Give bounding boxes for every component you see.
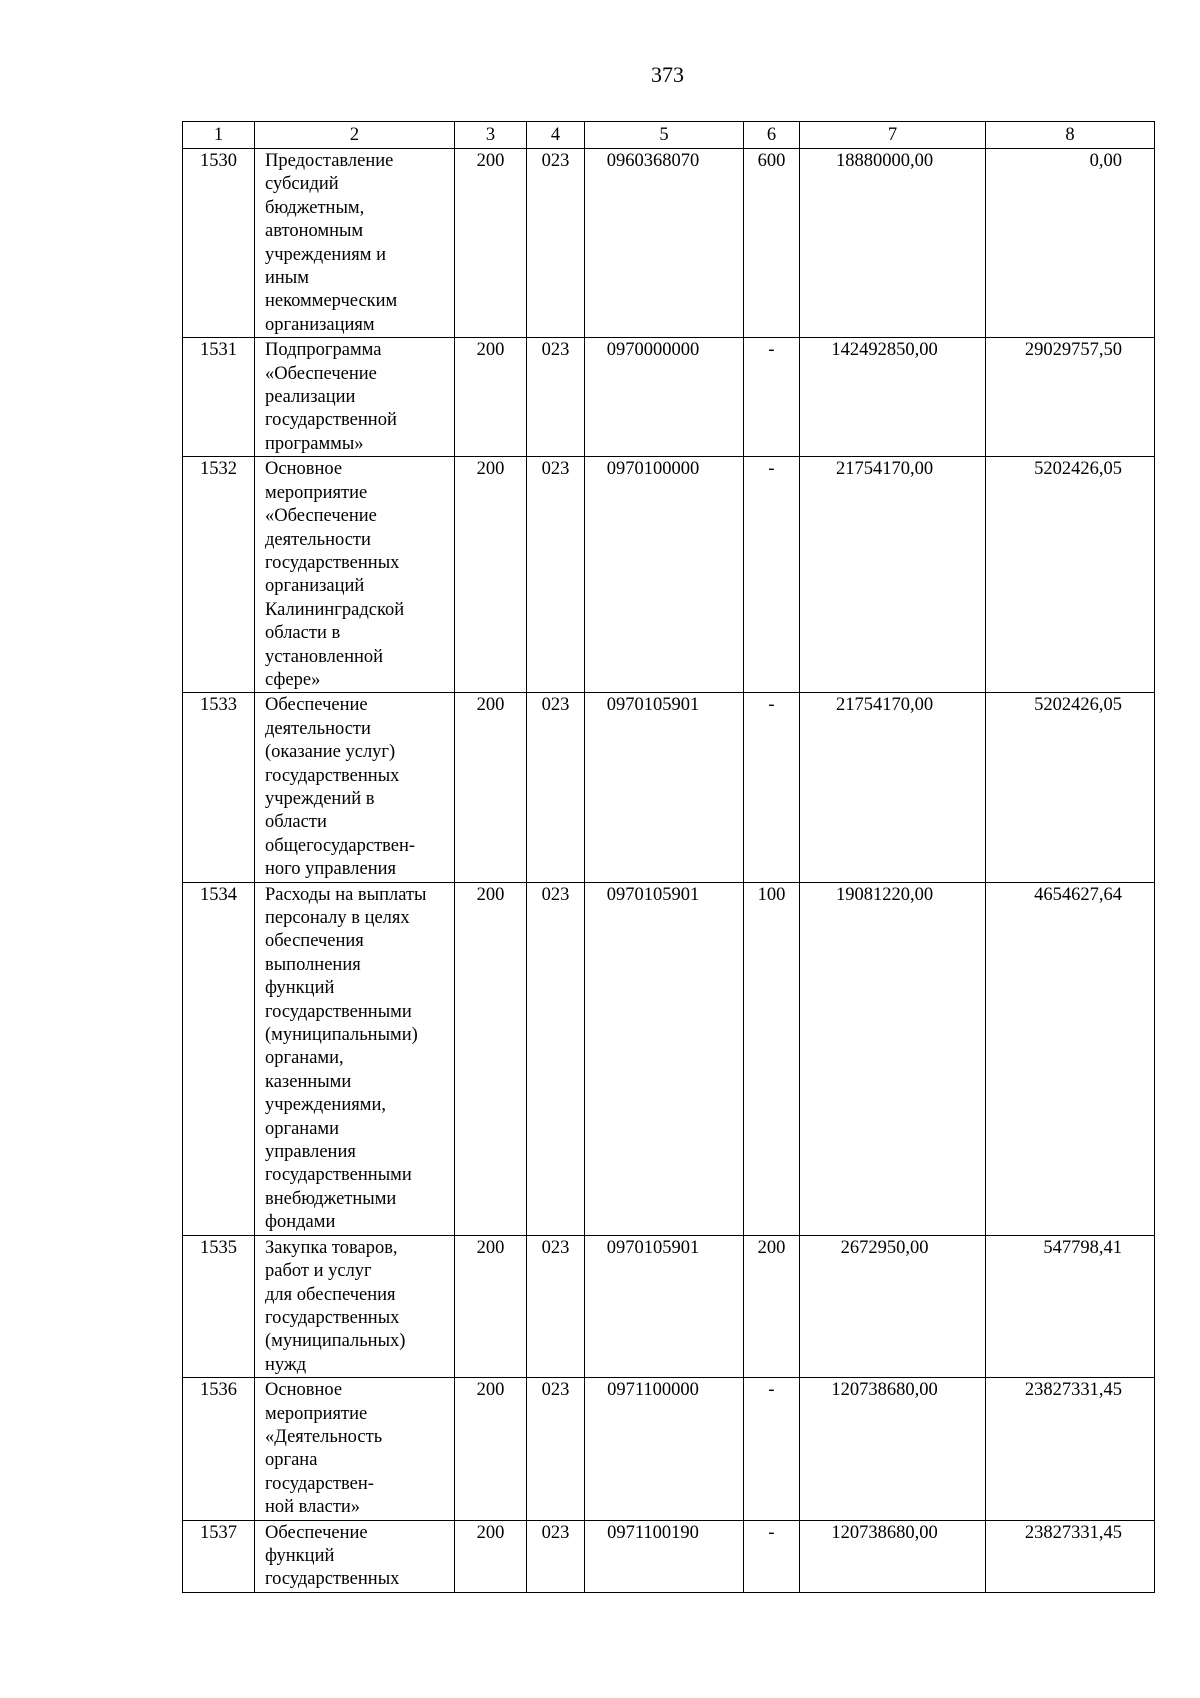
item-name-cell: Основное мероприятие «Деятельность органа государствен- ной власти» [255, 1378, 455, 1520]
row-number-cell: 1534 [183, 882, 255, 1235]
amount-cell: 5202426,05 [986, 457, 1155, 693]
code-cell: 023 [527, 149, 585, 338]
item-name-cell: Предоставление субсидий бюджетным, автономным учреждениям и иным некоммерческим организациям [255, 149, 455, 338]
code-cell: 200 [455, 693, 527, 882]
column-header: 8 [986, 122, 1155, 149]
target-article-cell: 0971100190 [585, 1520, 744, 1592]
code-cell: 023 [527, 882, 585, 1235]
column-header: 5 [585, 122, 744, 149]
table-row [183, 693, 1155, 882]
amount-cell: 23827331,45 [986, 1520, 1155, 1592]
code-cell: 200 [455, 1520, 527, 1592]
item-name-cell: Подпрограмма «Обеспечение реализации государственной программы» [255, 338, 455, 457]
row-number-cell: 1536 [183, 1378, 255, 1520]
code-cell: 200 [455, 457, 527, 693]
table-row [183, 1235, 1155, 1377]
code-cell: 023 [527, 1520, 585, 1592]
table-row [183, 882, 1155, 1235]
amount-cell: 21754170,00 [800, 693, 986, 882]
amount-cell: 142492850,00 [800, 338, 986, 457]
code-cell: 200 [455, 882, 527, 1235]
column-header: 1 [183, 122, 255, 149]
expense-type-cell: - [744, 1378, 800, 1520]
code-cell: 023 [527, 457, 585, 693]
target-article-cell: 0971100000 [585, 1378, 744, 1520]
amount-cell: 29029757,50 [986, 338, 1155, 457]
expense-type-cell: 600 [744, 149, 800, 338]
expense-type-cell: - [744, 457, 800, 693]
amount-cell: 120738680,00 [800, 1520, 986, 1592]
code-cell: 200 [455, 1235, 527, 1377]
column-header: 4 [527, 122, 585, 149]
code-cell: 023 [527, 1235, 585, 1377]
page-number: 373 [651, 62, 684, 87]
table-row [183, 457, 1155, 693]
item-name-cell: Закупка товаров, работ и услуг для обеспечения государственных (муниципальных) нужд [255, 1235, 455, 1377]
column-header: 6 [744, 122, 800, 149]
row-number-cell: 1531 [183, 338, 255, 457]
expense-type-cell: 100 [744, 882, 800, 1235]
amount-cell: 18880000,00 [800, 149, 986, 338]
column-header: 2 [255, 122, 455, 149]
code-cell: 023 [527, 1378, 585, 1520]
item-name-cell: Обеспечение деятельности (оказание услуг) государственных учреждений в области общегосударствен- ного управления [255, 693, 455, 882]
column-header: 7 [800, 122, 986, 149]
table-row [183, 338, 1155, 457]
amount-cell: 120738680,00 [800, 1378, 986, 1520]
amount-cell: 21754170,00 [800, 457, 986, 693]
amount-cell: 5202426,05 [986, 693, 1155, 882]
table-row [183, 149, 1155, 338]
table-header-row [183, 122, 1155, 149]
item-name-cell: Обеспечение функций государственных [255, 1520, 455, 1592]
target-article-cell: 0970105901 [585, 882, 744, 1235]
expense-type-cell: - [744, 338, 800, 457]
amount-cell: 2672950,00 [800, 1235, 986, 1377]
target-article-cell: 0970000000 [585, 338, 744, 457]
budget-table [182, 121, 1155, 1593]
amount-cell: 19081220,00 [800, 882, 986, 1235]
expense-type-cell: 200 [744, 1235, 800, 1377]
item-name-cell: Расходы на выплаты персоналу в целях обеспечения выполнения функций государственными (муниципальными) органами, казенными учреждениями, органами управления государственными внебюджетными фондами [255, 882, 455, 1235]
amount-cell: 4654627,64 [986, 882, 1155, 1235]
row-number-cell: 1533 [183, 693, 255, 882]
amount-cell: 547798,41 [986, 1235, 1155, 1377]
row-number-cell: 1535 [183, 1235, 255, 1377]
table-row [183, 1378, 1155, 1520]
row-number-cell: 1537 [183, 1520, 255, 1592]
column-header: 3 [455, 122, 527, 149]
amount-cell: 23827331,45 [986, 1378, 1155, 1520]
expense-type-cell: - [744, 1520, 800, 1592]
code-cell: 200 [455, 149, 527, 338]
item-name-cell: Основное мероприятие «Обеспечение деятельности государственных организаций Калининградской области в установленной сфере» [255, 457, 455, 693]
row-number-cell: 1532 [183, 457, 255, 693]
code-cell: 200 [455, 1378, 527, 1520]
code-cell: 023 [527, 338, 585, 457]
target-article-cell: 0960368070 [585, 149, 744, 338]
row-number-cell: 1530 [183, 149, 255, 338]
amount-cell: 0,00 [986, 149, 1155, 338]
code-cell: 200 [455, 338, 527, 457]
expense-type-cell: - [744, 693, 800, 882]
code-cell: 023 [527, 693, 585, 882]
table-row [183, 1520, 1155, 1592]
target-article-cell: 0970105901 [585, 693, 744, 882]
target-article-cell: 0970100000 [585, 457, 744, 693]
target-article-cell: 0970105901 [585, 1235, 744, 1377]
